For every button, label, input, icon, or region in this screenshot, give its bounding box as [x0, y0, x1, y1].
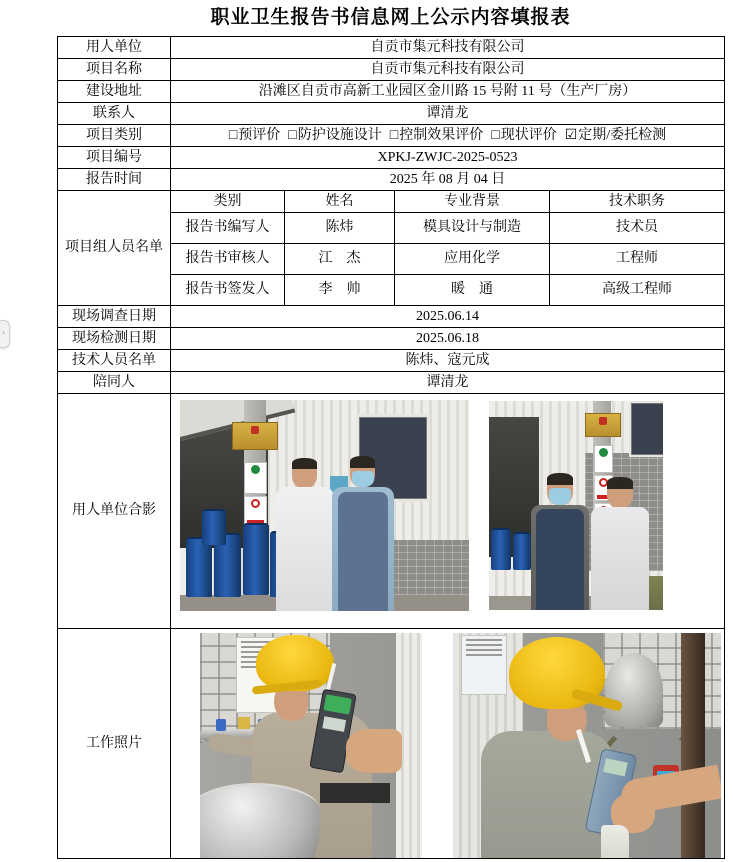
- category-options: [171, 125, 725, 147]
- stainless-tank: [605, 653, 663, 727]
- row-detection-date: [58, 328, 725, 350]
- personnel-header-row: [58, 191, 725, 213]
- person-2-head: [607, 477, 633, 508]
- project-no-value: XPKJ-ZWJC-2025-0523: [171, 147, 725, 169]
- employer-value: 自贡市集元科技有限公司: [171, 37, 725, 59]
- safety-poster-no-smoking: [244, 496, 267, 526]
- group-photo-label: 用人单位合影: [58, 394, 171, 629]
- companion-label: 陪同人: [58, 372, 171, 394]
- report-table: [57, 36, 725, 859]
- personnel-header-background: 专业背景: [395, 191, 550, 213]
- person-1-vest: [536, 509, 584, 610]
- work-photo-label: 工作照片: [58, 629, 171, 859]
- personnel-header-category: 类别: [171, 191, 285, 213]
- safety-poster-green-cross: [594, 445, 613, 473]
- browser-edge-panel-handle[interactable]: [0, 320, 10, 348]
- notice-sheet: [461, 635, 507, 695]
- personnel-title: 高级工程师: [550, 275, 725, 306]
- blue-drum: [186, 537, 212, 597]
- checkbox-protective-facility-design[interactable]: □防护设施设计: [288, 127, 382, 143]
- checkbox-unchecked-icon: □: [491, 127, 500, 143]
- personnel-category: 报告书审核人: [171, 244, 285, 275]
- personnel-section-label: 项目组人员名单: [58, 191, 171, 306]
- personnel-name: 李 帅: [285, 275, 395, 306]
- report-date-label: 报告时间: [58, 169, 171, 191]
- row-category: [58, 125, 725, 147]
- personnel-category: 报告书签发人: [171, 275, 285, 306]
- category-label: 项目类别: [58, 125, 171, 147]
- detection-date-value: 2025.06.18: [171, 328, 725, 350]
- row-survey-date: [58, 306, 725, 328]
- holder-hand: [346, 729, 402, 773]
- company-sign: [232, 422, 278, 450]
- row-employer: [58, 37, 725, 59]
- stainless-kettle: [200, 783, 320, 859]
- detection-date-label: 现场检测日期: [58, 328, 171, 350]
- checkbox-unchecked-icon: □: [288, 127, 297, 143]
- safety-poster-green-cross: [244, 462, 267, 494]
- work-photo-1: [200, 633, 422, 859]
- personnel-name: 江 杰: [285, 244, 395, 275]
- address-label: 建设地址: [58, 81, 171, 103]
- checkbox-pre-evaluation[interactable]: □预评价: [228, 127, 281, 143]
- survey-date-label: 现场调查日期: [58, 306, 171, 328]
- blue-drum: [243, 523, 269, 595]
- checkbox-periodic-commissioned-detection[interactable]: ☑定期/委托检测: [564, 127, 667, 143]
- person-2-vest: [338, 492, 388, 611]
- work-photo-2: [453, 633, 721, 859]
- group-photo-1: [180, 400, 469, 611]
- row-work-photo: [58, 629, 725, 859]
- checkbox-unchecked-icon: □: [228, 127, 238, 143]
- employer-label: 用人单位: [58, 37, 171, 59]
- personnel-name: 陈炜: [285, 213, 395, 244]
- row-group-photo: [58, 394, 725, 629]
- personnel-header-title: 技术职务: [550, 191, 725, 213]
- vertical-pipe: [681, 633, 705, 859]
- personnel-title: 工程师: [550, 244, 725, 275]
- chevron-right-icon: ›: [2, 327, 5, 337]
- survey-date-value: 2025.06.14: [171, 306, 725, 328]
- window: [629, 401, 663, 457]
- row-project-no: [58, 147, 725, 169]
- personnel-header-name: 姓名: [285, 191, 395, 213]
- project-name-value: 自贡市集元科技有限公司: [171, 59, 725, 81]
- row-contact: [58, 103, 725, 125]
- row-companion: [58, 372, 725, 394]
- blue-drum: [202, 509, 226, 545]
- personnel-background: 应用化学: [395, 244, 550, 275]
- checkbox-checked-icon: ☑: [564, 127, 578, 143]
- checkbox-status-evaluation[interactable]: □现状评价: [491, 127, 557, 143]
- person-1-head: [547, 473, 573, 505]
- companion-value: 谭清龙: [171, 372, 725, 394]
- person-2-white-shirt: [591, 507, 649, 610]
- work-photo-cell: [171, 629, 725, 859]
- checkbox-unchecked-icon: □: [389, 127, 399, 143]
- personnel-background: 暖 通: [395, 275, 550, 306]
- dark-panel: [320, 783, 390, 803]
- company-sign: [585, 413, 621, 437]
- row-address: [58, 81, 725, 103]
- personnel-title: 技术员: [550, 213, 725, 244]
- group-photo-cell: [171, 394, 725, 629]
- row-report-date: [58, 169, 725, 191]
- address-value: 沿滩区自贡市高新工业园区金川路 15 号附 11 号（生产厂房）: [171, 81, 725, 103]
- personnel-background: 模具设计与制造: [395, 213, 550, 244]
- checkbox-control-effect-evaluation[interactable]: □控制效果评价: [389, 127, 484, 143]
- blue-drum: [491, 528, 511, 570]
- row-project-name: [58, 59, 725, 81]
- project-no-label: 项目编号: [58, 147, 171, 169]
- person-2-head: [350, 456, 375, 487]
- page-title: 职业卫生报告书信息网上公示内容填报表: [210, 7, 571, 28]
- row-technicians: [58, 350, 725, 372]
- personnel-category: 报告书编写人: [171, 213, 285, 244]
- person-1-head: [292, 458, 317, 488]
- technicians-label: 技术人员名单: [58, 350, 171, 372]
- white-jug: [601, 825, 629, 859]
- technicians-value: 陈炜、寇元成: [171, 350, 725, 372]
- project-name-label: 项目名称: [58, 59, 171, 81]
- blue-drum: [513, 532, 531, 570]
- person-1-white-shirt: [276, 487, 334, 611]
- group-photo-2: [489, 401, 663, 610]
- contact-label: 联系人: [58, 103, 171, 125]
- report-date-value: 2025 年 08 月 04 日: [171, 169, 725, 191]
- contact-value: 谭清龙: [171, 103, 725, 125]
- valve-handle-blue: [216, 719, 226, 731]
